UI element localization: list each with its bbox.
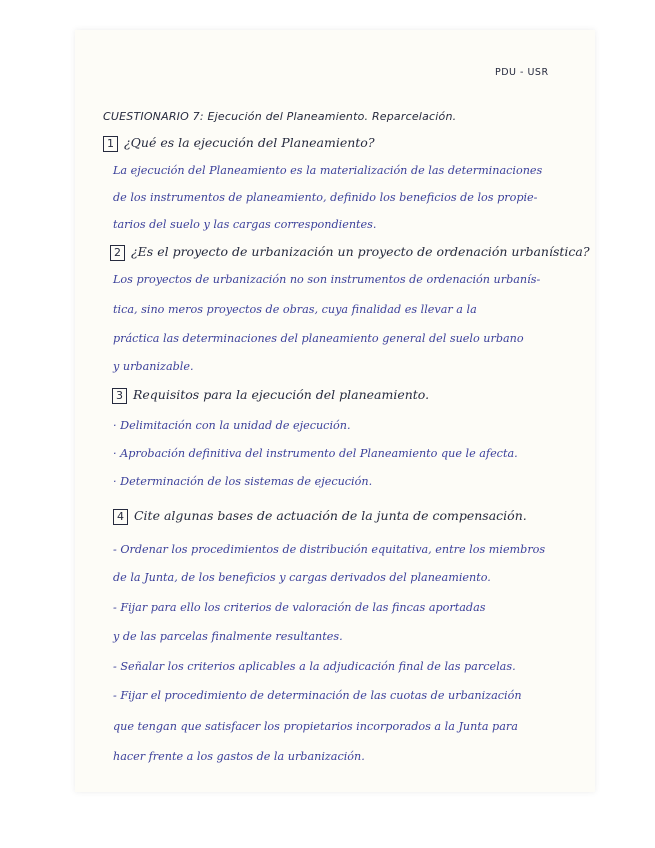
question-number: 2 [110, 245, 125, 261]
question-text: ¿Es el proyecto de urbanización un proyecto de ordenación urbanística? [130, 244, 590, 259]
answer-line: - Fijar el procedimiento de determinación de las cuotas de urbanización [113, 689, 522, 702]
answer-line: - Ordenar los procedimientos de distribución equitativa, entre los miembros [113, 543, 546, 556]
question-4 [113, 509, 527, 525]
answer-line: · Aprobación definitiva del instrumento del Planeamiento que le afecta. [113, 447, 518, 460]
answer-line: - Fijar para ello los criterios de valoración de las fincas aportadas [113, 601, 486, 614]
answer-line: práctica las determinaciones del planeamiento general del suelo urbano [113, 332, 524, 345]
question-2 [110, 245, 590, 261]
answer-line: que tengan que satisfacer los propietarios incorporados a la Junta para [113, 720, 518, 733]
answer-line: · Determinación de los sistemas de ejecución. [113, 475, 373, 488]
question-3 [112, 388, 429, 404]
question-text: ¿Qué es la ejecución del Planeamiento? [123, 135, 375, 150]
question-number: 1 [103, 136, 118, 152]
answer-line: La ejecución del Planeamiento es la materialización de las determinaciones [113, 164, 543, 177]
answer-line: hacer frente a los gastos de la urbanización. [113, 750, 365, 763]
question-text: Cite algunas bases de actuación de la junta de compensación. [133, 508, 527, 523]
answer-line: y de las parcelas finalmente resultantes. [113, 630, 343, 643]
question-text: Requisitos para la ejecución del planeamiento. [132, 387, 430, 402]
answer-line: de la Junta, de los beneficios y cargas derivados del planeamiento. [113, 571, 491, 584]
answer-line: Los proyectos de urbanización no son instrumentos de ordenación urbanís- [113, 273, 541, 286]
document-code: PDU - USR [495, 67, 549, 78]
answer-line: tarios del suelo y las cargas correspondientes. [113, 218, 377, 231]
answer-line: y urbanizable. [113, 360, 194, 373]
answer-line: de los instrumentos de planeamiento, definido los beneficios de los propie- [113, 191, 538, 204]
question-number: 3 [112, 388, 127, 404]
answer-line: · Delimitación con la unidad de ejecución. [113, 419, 351, 432]
page-title: CUESTIONARIO 7: Ejecución del Planeamiento. Reparcelación. [103, 110, 457, 123]
answer-line: - Señalar los criterios aplicables a la adjudicación final de las parcelas. [113, 660, 516, 673]
question-number: 4 [113, 509, 128, 525]
question-1 [103, 136, 375, 152]
answer-line: tica, sino meros proyectos de obras, cuya finalidad es llevar a la [113, 303, 477, 316]
